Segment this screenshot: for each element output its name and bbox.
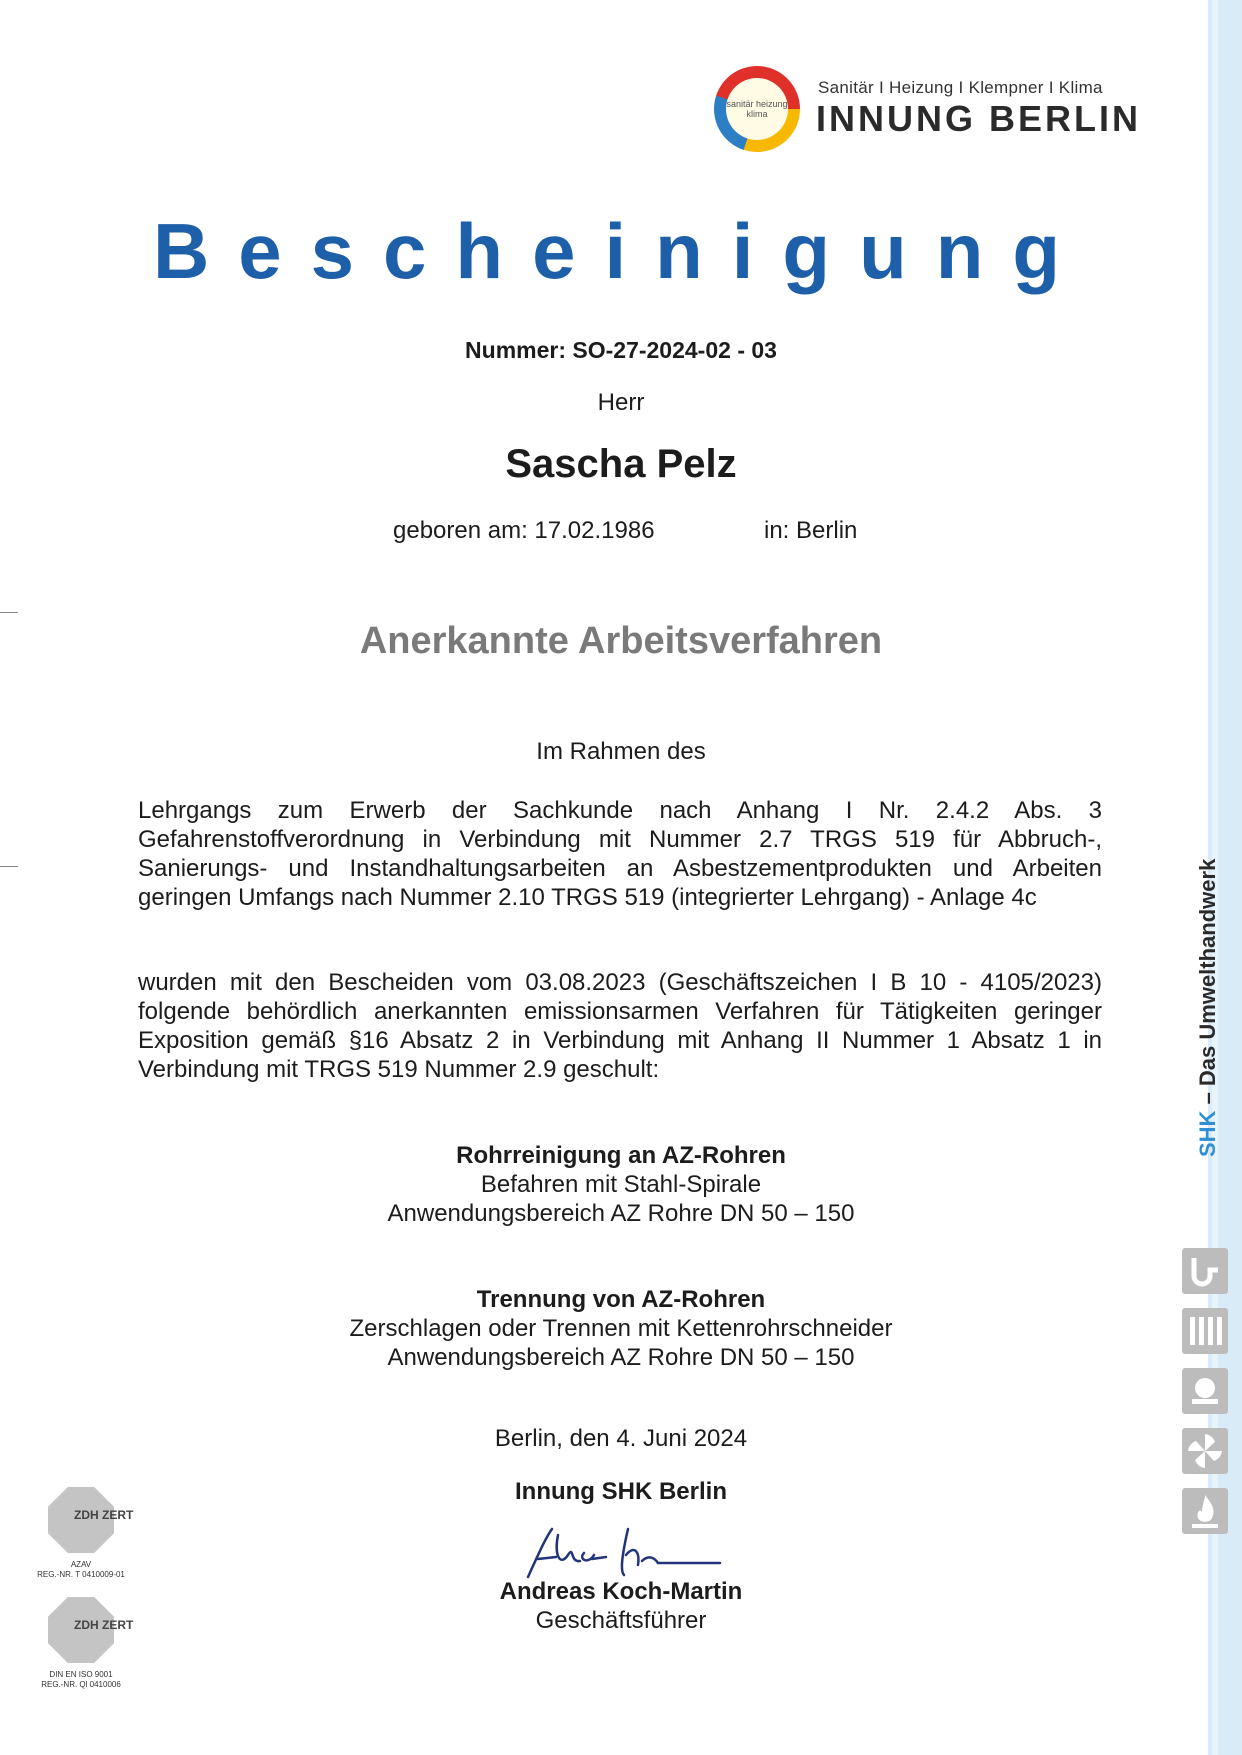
- procedure-block: [0, 1285, 1242, 1372]
- innung-logo-subtitle: Sanitär I Heizung I Klempner I Klima: [818, 78, 1103, 97]
- side-banner-prefix: SHK: [1195, 1110, 1220, 1157]
- side-banner-text: [1195, 858, 1229, 1157]
- margin-tick: [0, 612, 18, 613]
- signer-name: Andreas Koch-Martin: [499, 1578, 743, 1605]
- certification-reg: REG.-NR. T 0410009-01: [37, 1570, 125, 1579]
- birth-place: in: Berlin: [764, 517, 858, 544]
- birth-date: geboren am: 17.02.1986: [393, 517, 655, 544]
- frame-intro: Im Rahmen des: [536, 738, 706, 765]
- side-banner-rest: – Das Umwelthandwerk: [1195, 858, 1220, 1111]
- margin-tick: [0, 866, 18, 867]
- procedure-scope: Anwendungsbereich AZ Rohre DN 50 – 150: [387, 1200, 855, 1227]
- procedure-method: Zerschlagen oder Trennen mit Kettenrohrschneider: [349, 1315, 893, 1342]
- crown-icon: [1182, 1368, 1228, 1414]
- place-and-date: Berlin, den 4. Juni 2024: [494, 1425, 748, 1452]
- procedure-block: [0, 1141, 1242, 1228]
- salutation: Herr: [597, 389, 645, 416]
- procedure-scope: Anwendungsbereich AZ Rohre DN 50 – 150: [387, 1344, 855, 1371]
- procedure-title: Trennung von AZ-Rohren: [476, 1286, 766, 1313]
- zdh-zert-mark: ZDH ZERT: [74, 1618, 134, 1632]
- innung-logo-name: INNUNG BERLIN: [816, 98, 1141, 139]
- recipient-name: Sascha Pelz: [505, 442, 737, 486]
- document-title: Bescheinigung: [152, 207, 1090, 295]
- zdh-zert-mark: ZDH ZERT: [74, 1508, 134, 1522]
- certification-label: AZAV: [70, 1560, 92, 1569]
- signer-role: Geschäftsführer: [535, 1607, 707, 1634]
- procedure-title: Rohrreinigung an AZ-Rohren: [456, 1142, 786, 1169]
- approval-paragraph: wurden mit den Bescheiden vom 03.08.2023 (Geschäftszeichen I B 10 - 4105/2023) folgende behördlich anerkannten emissionsarmen Verfahren für Tätigkeiten geringer Exposition gemäß §16 Absatz 2 in Verbindung mit Anhang II Nummer 1 Absatz 1 in Verbindung mit TRGS 519 Nummer 2.9 geschult:: [138, 969, 1102, 1083]
- certificate-number: Nummer: SO-27-2024-02 - 03: [465, 337, 777, 363]
- document-subtitle: Anerkannte Arbeitsverfahren: [359, 620, 883, 662]
- procedure-method: Befahren mit Stahl-Spirale: [480, 1171, 762, 1198]
- certification-reg: REG.-NR. Ql 0410006: [41, 1680, 121, 1689]
- certification-label: DIN EN ISO 9001: [49, 1670, 113, 1679]
- issuing-organization: Innung SHK Berlin: [515, 1478, 727, 1505]
- innung-logo-emblem-text: sanitär heizung klima: [726, 78, 788, 140]
- course-paragraph: Lehrgangs zum Erwerb der Sachkunde nach Anhang I Nr. 2.4.2 Abs. 3 Gefahrenstoffverordnung in Verbindung mit Nummer 2.7 TRGS 519 für Abbruch-, Sanierungs- und Instandhaltungsarbeiten an Asbestzementprodukten und Arbeiten geringen Umfangs nach Nummer 2.10 TRGS 519 (integrierter Lehrgang) - Anlage 4c: [138, 797, 1102, 911]
